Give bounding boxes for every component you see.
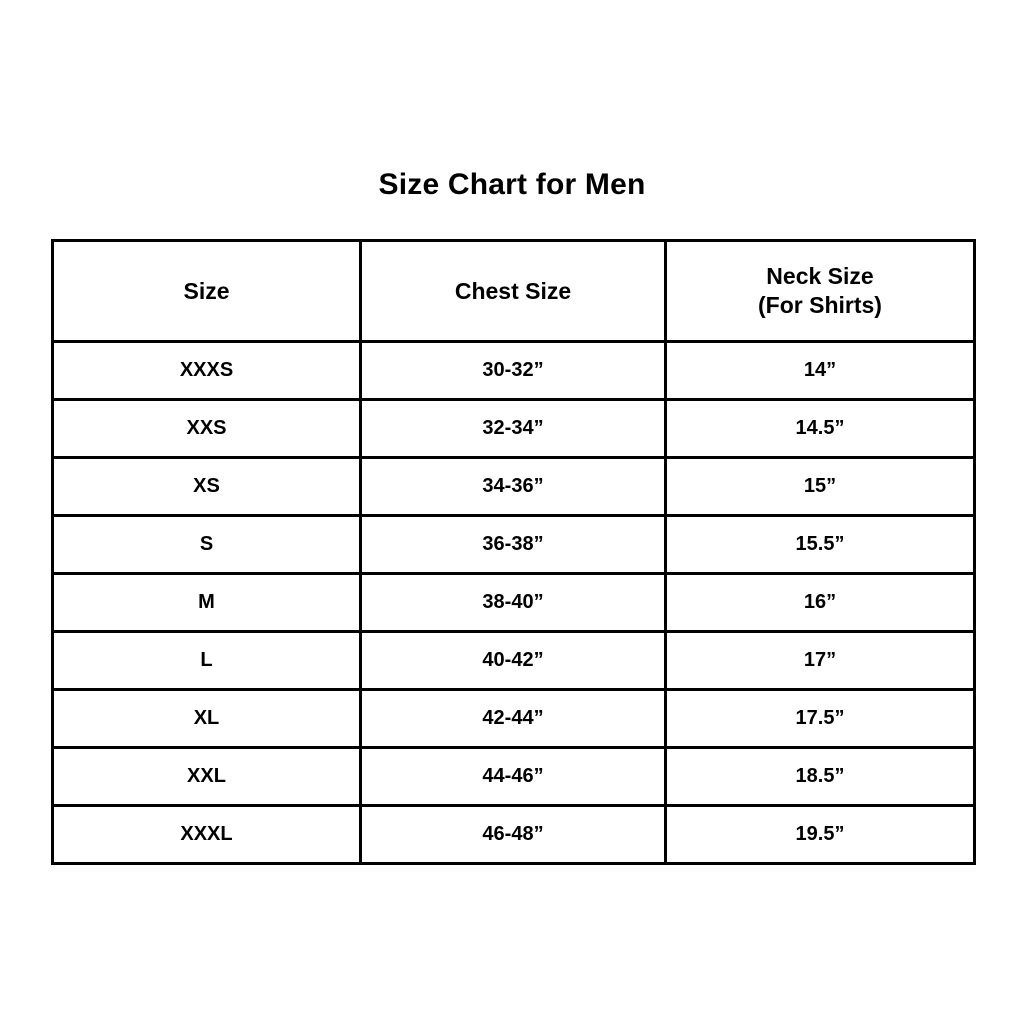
cell-size: M — [53, 574, 361, 632]
cell-size: XXXS — [53, 342, 361, 400]
cell-chest: 34-36” — [361, 458, 666, 516]
column-header-neck — [666, 241, 975, 342]
table-row — [53, 516, 975, 574]
table-row — [53, 400, 975, 458]
cell-chest: 38-40” — [361, 574, 666, 632]
cell-size: XS — [53, 458, 361, 516]
cell-neck: 14.5” — [666, 400, 975, 458]
cell-chest: 42-44” — [361, 690, 666, 748]
table-row — [53, 342, 975, 400]
cell-neck: 17” — [666, 632, 975, 690]
cell-chest: 30-32” — [361, 342, 666, 400]
page-title: Size Chart for Men — [378, 168, 646, 201]
cell-neck: 16” — [666, 574, 975, 632]
column-header-size — [53, 241, 361, 342]
cell-size: XL — [53, 690, 361, 748]
cell-chest: 32-34” — [361, 400, 666, 458]
cell-neck: 18.5” — [666, 748, 975, 806]
table-header-row — [53, 241, 975, 342]
column-header-size-label: Size — [183, 277, 230, 304]
column-header-chest — [361, 241, 666, 342]
cell-size: S — [53, 516, 361, 574]
cell-chest: 46-48” — [361, 806, 666, 864]
cell-neck: 17.5” — [666, 690, 975, 748]
size-table-container — [51, 239, 973, 865]
cell-size: XXXL — [53, 806, 361, 864]
table-row — [53, 574, 975, 632]
table-row — [53, 690, 975, 748]
table-body — [53, 342, 975, 864]
cell-neck: 14” — [666, 342, 975, 400]
cell-neck: 15.5” — [666, 516, 975, 574]
cell-size: XXS — [53, 400, 361, 458]
size-table — [51, 239, 976, 865]
column-header-neck-label: Neck Size — [766, 263, 874, 290]
table-row — [53, 632, 975, 690]
column-header-chest-label: Chest Size — [454, 277, 572, 304]
table-row — [53, 748, 975, 806]
column-header-neck-sublabel: (For Shirts) — [758, 292, 882, 318]
cell-neck: 19.5” — [666, 806, 975, 864]
cell-chest: 36-38” — [361, 516, 666, 574]
cell-size: L — [53, 632, 361, 690]
cell-chest: 44-46” — [361, 748, 666, 806]
cell-chest: 40-42” — [361, 632, 666, 690]
table-row — [53, 458, 975, 516]
cell-size: XXL — [53, 748, 361, 806]
table-row — [53, 806, 975, 864]
cell-neck: 15” — [666, 458, 975, 516]
